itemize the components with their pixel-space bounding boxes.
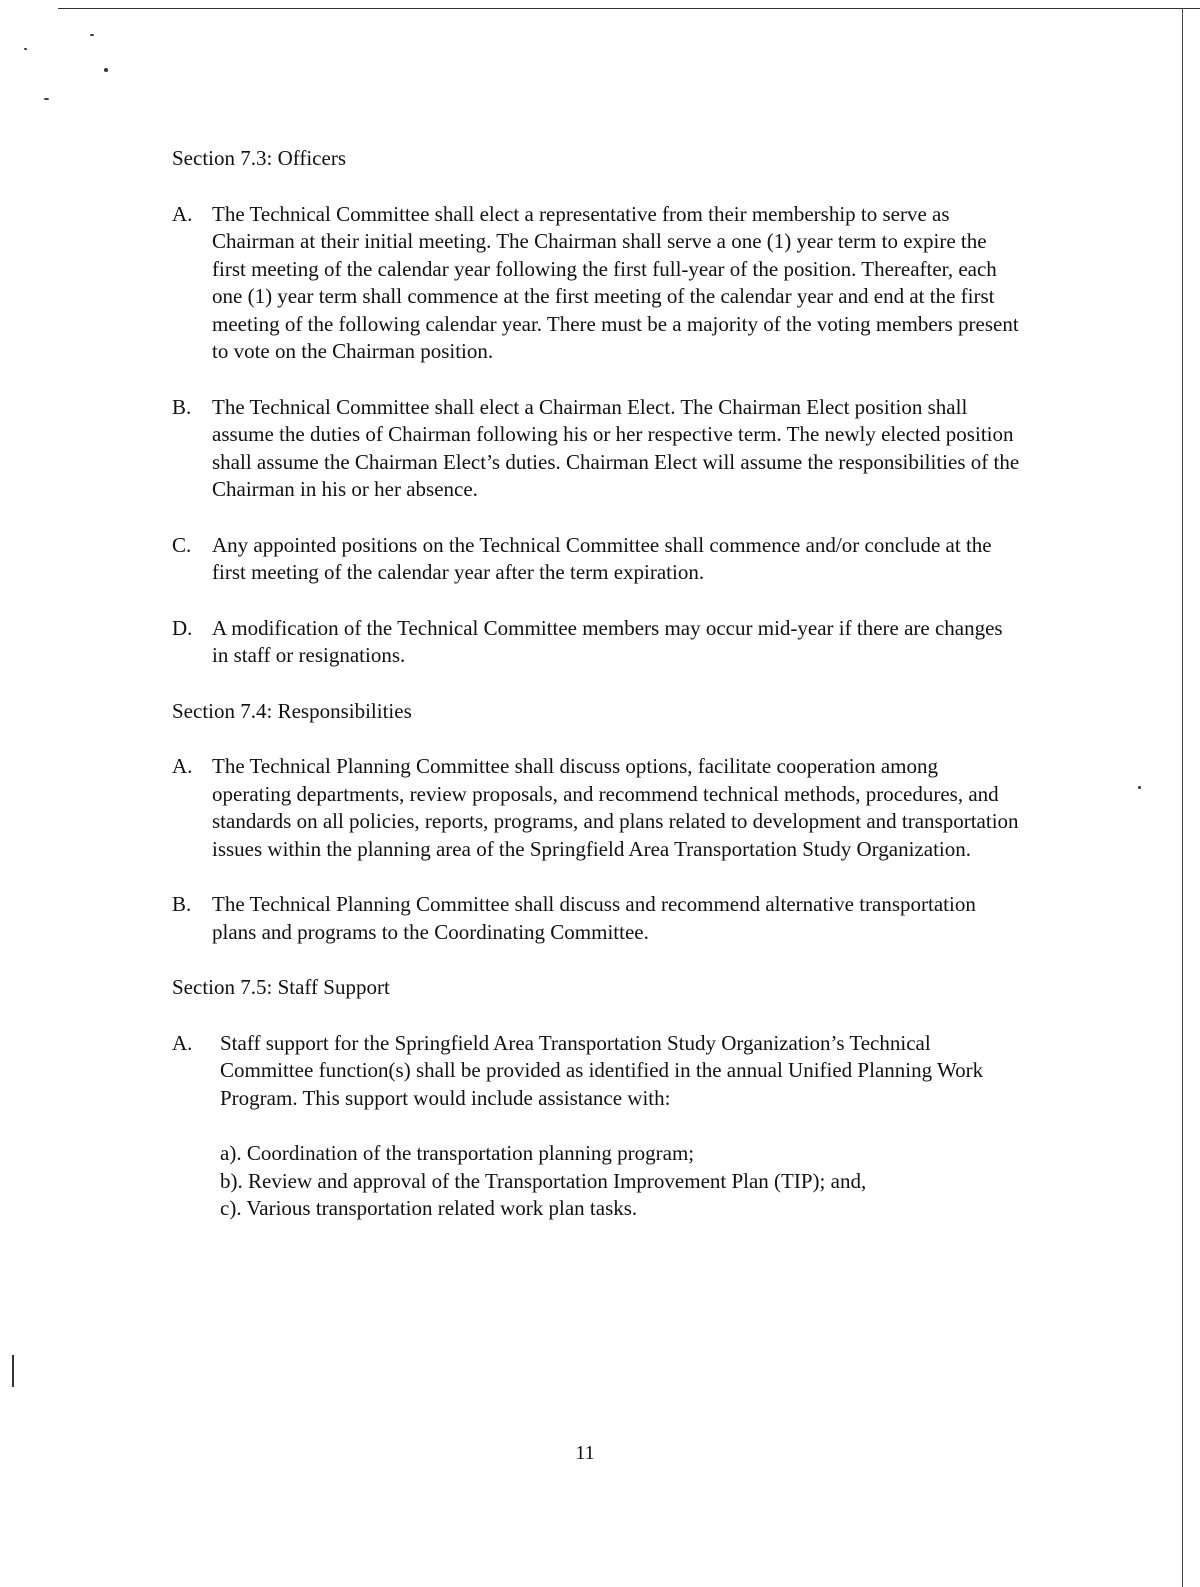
list-item: b). Review and approval of the Transportation Improvement Plan (TIP); and, bbox=[220, 1168, 867, 1193]
scan-speck bbox=[24, 48, 27, 50]
scan-speck bbox=[104, 68, 108, 72]
item-text: The Technical Committee shall elect a representative from their membership to serve as Chairman at their initial meeting. The Chairman shall serve a one (1) year term to expire the first meeting of the calendar year following the first full-year of the position. Thereafter, each one (1) year term shall commence at the first meeting of the calendar year and end at the first meeting of the following calendar year. There must be a majority of the voting members present to vote on the Chairman position. bbox=[212, 201, 1019, 363]
page-number: 11 bbox=[575, 1442, 595, 1464]
responsibilities-item-a bbox=[172, 753, 1022, 863]
item-letter: B. bbox=[172, 394, 192, 419]
scan-top-rule bbox=[58, 8, 1200, 9]
item-text: A modification of the Technical Committee members may occur mid-year if there are changes in staff or resignations. bbox=[212, 615, 1003, 667]
item-text: The Technical Planning Committee shall discuss options, facilitate cooperation among operating departments, review proposals, and recommend technical methods, procedures, and standards on all policies, reports, programs, and plans related to development and transportation issues within the planning area of the Springfield Area Transportation Study Organization. bbox=[212, 754, 1019, 861]
officers-item-d bbox=[172, 615, 1022, 670]
item-letter: D. bbox=[172, 615, 193, 640]
item-letter: A. bbox=[172, 1030, 193, 1055]
staff-support-sublist bbox=[220, 1140, 1022, 1223]
section-heading-7-4: Section 7.4: Responsibilities bbox=[172, 698, 412, 723]
section-heading-7-3: Section 7.3: Officers bbox=[172, 146, 346, 170]
item-letter: B. bbox=[172, 892, 192, 916]
item-text: The Technical Committee shall elect a Chairman Elect. The Chairman Elect position shall assume the duties of Chairman following his or her respective term. The newly elected position shall assume the Chairman Elect’s duties. Chairman Elect will assume the responsibilities of the Chairman in his or her absence. bbox=[212, 394, 1020, 501]
officers-item-a bbox=[172, 201, 1022, 366]
document-body bbox=[172, 145, 1022, 1251]
item-text: The Technical Planning Committee shall discuss and recommend alternative transportation plans and programs to the Coordinating Committee. bbox=[212, 892, 976, 944]
responsibilities-item-b bbox=[172, 891, 1022, 946]
item-text: Staff support for the Springfield Area Transportation Study Organization’s Technical Committee function(s) shall be provided as identified in the annual Unified Planning Work Program. This support would include assistance with: bbox=[220, 1030, 984, 1110]
scan-speck bbox=[90, 34, 94, 36]
item-letter: A. bbox=[172, 201, 193, 226]
scan-left-mark bbox=[12, 1355, 14, 1387]
scan-right-edge bbox=[1182, 8, 1183, 1587]
item-letter: C. bbox=[172, 532, 192, 557]
list-item: a). Coordination of the transportation planning program; bbox=[220, 1141, 695, 1165]
section-heading-7-5: Section 7.5: Staff Support bbox=[172, 975, 390, 999]
item-letter: A. bbox=[172, 754, 193, 778]
item-text: Any appointed positions on the Technical Committee shall commence and/or conclude at the first meeting of the calendar year after the term expiration. bbox=[212, 532, 992, 584]
officers-item-b bbox=[172, 394, 1022, 504]
scan-speck bbox=[1138, 786, 1141, 789]
officers-item-c bbox=[172, 532, 1022, 587]
scan-speck bbox=[44, 98, 49, 100]
staff-support-item-a bbox=[172, 1030, 1022, 1223]
list-item: c). Various transportation related work plan tasks. bbox=[220, 1196, 638, 1220]
